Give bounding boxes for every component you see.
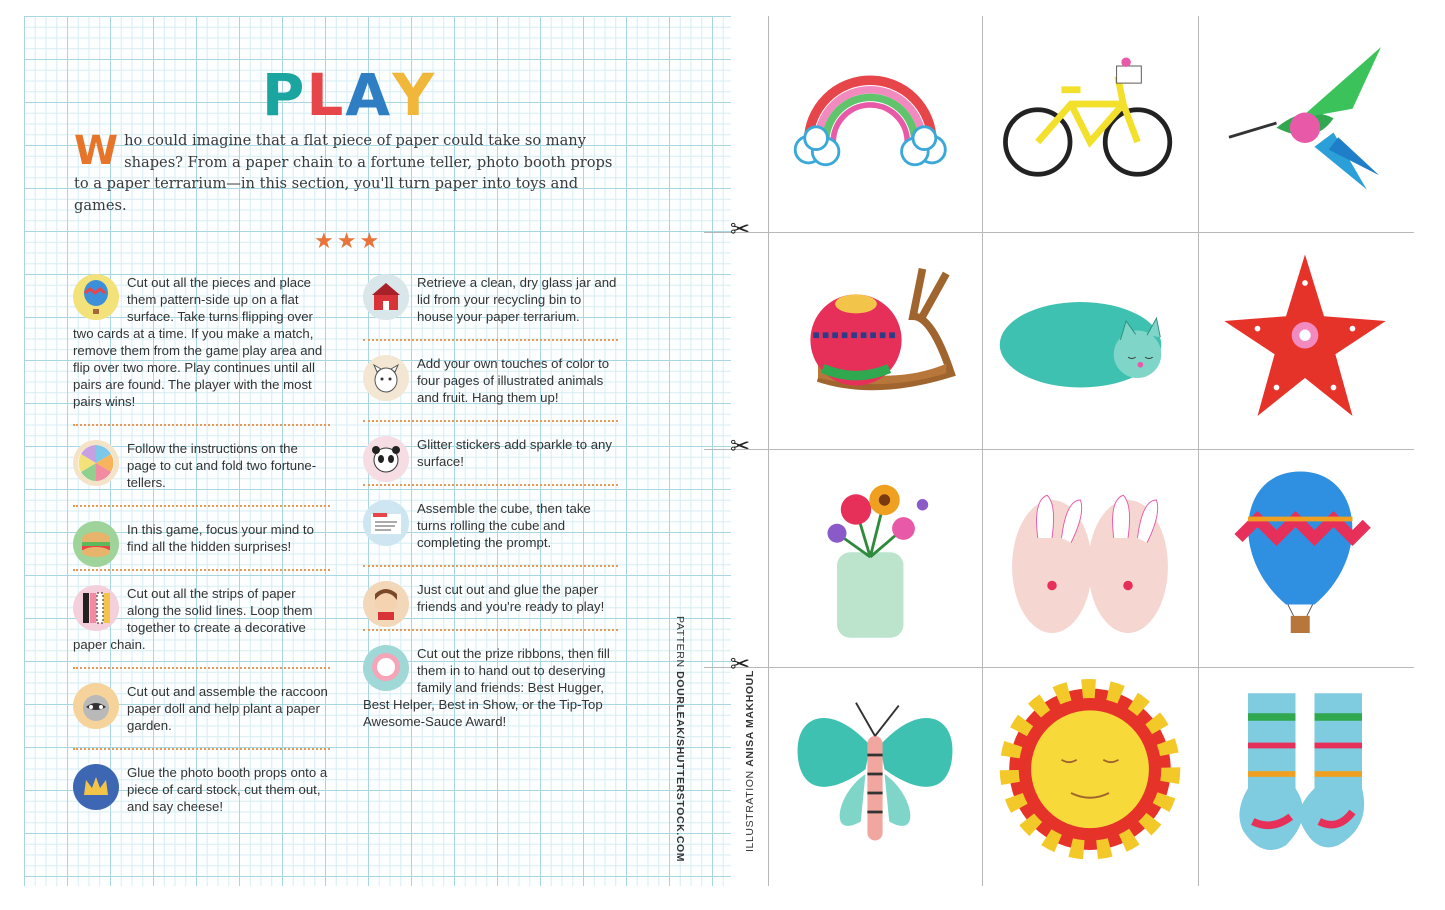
crown-icon [73, 764, 119, 810]
activity-description: Follow the instructions on the page to cut and fold two fortune-tellers. [127, 441, 317, 490]
memory-card [983, 16, 1197, 232]
rainbow-icon [780, 28, 970, 218]
activity-item [73, 440, 330, 507]
starfish-icon [1210, 245, 1400, 435]
activity-item [73, 764, 330, 829]
stars-divider: ★★★ [314, 228, 383, 253]
memory-card [1198, 450, 1412, 666]
memory-card [1198, 667, 1412, 883]
paper-friend-icon [363, 581, 409, 627]
scissors-icon: ✂ [730, 216, 751, 243]
raccoon-icon [73, 683, 119, 729]
activity-description: Retrieve a clean, dry glass jar and lid from your recycling bin to house your paper terrarium. [417, 275, 617, 324]
activity-description: Cut out all the strips of paper along the solid lines. Loop them together to create a decorative paper chain. [73, 586, 313, 652]
scissors-icon: ✂ [730, 651, 751, 678]
activity-column-left [73, 274, 330, 843]
memory-card [1198, 233, 1412, 449]
sandwich-icon [73, 521, 119, 567]
memory-card [768, 450, 982, 666]
sun-face-icon [995, 679, 1185, 869]
activity-item [73, 585, 330, 669]
memory-card [983, 450, 1197, 666]
illustration-credit: ILLUSTRATION ANISA MAKHOUL [744, 670, 756, 852]
activity-item [73, 274, 330, 426]
animal-sketch-icon [363, 355, 409, 401]
fortune-teller-icon [73, 440, 119, 486]
activity-item [363, 355, 618, 422]
hummingbird-icon [1210, 28, 1400, 218]
memory-card [983, 233, 1197, 449]
memory-card [768, 16, 982, 232]
memory-card [1198, 16, 1412, 232]
memory-card [983, 667, 1197, 883]
activity-item [73, 521, 330, 571]
butterfly-icon [780, 679, 970, 869]
hot-air-balloon-icon [73, 274, 119, 320]
activity-description: Cut out all the pieces and place them pattern-side up on a flat surface. Take turns flipping over two cards at a time. If you make a match, remove them from the game play area and flip over two more. Play continues until all pairs are found. The player with the most pairs wins! [73, 275, 323, 409]
memory-card [768, 667, 982, 883]
activity-description: Glue the photo booth props onto a piece of card stock, cut them out, and say cheese! [127, 765, 328, 814]
activity-item [363, 500, 618, 567]
page-title [24, 61, 674, 129]
socks-icon [1210, 679, 1400, 869]
intro-text: ho could imagine that a flat piece of paper could take so many shapes? From a paper chain to a fortune teller, photo booth props to a paper terrarium—in this section, you'll turn paper into toys and games. [74, 132, 613, 214]
house-icon [363, 274, 409, 320]
panda-icon [363, 436, 409, 482]
flower-jar-icon [780, 462, 970, 652]
pattern-credit: PATTERN DOURLEAK/SHUTTERSTOCK.COM [674, 616, 686, 863]
hot-air-balloon-icon [1210, 462, 1400, 652]
scissors-icon: ✂ [730, 433, 751, 460]
paper-chain-icon [73, 585, 119, 631]
snail-icon [780, 245, 970, 435]
bicycle-icon [995, 28, 1185, 218]
activity-item [363, 436, 618, 486]
title-letter: A [345, 61, 393, 129]
title-letter: L [306, 61, 346, 129]
cube-icon [363, 500, 409, 546]
memory-card [768, 233, 982, 449]
activity-column-right [363, 274, 618, 758]
activity-description: Assemble the cube, then take turns rolling the cube and completing the prompt. [417, 501, 591, 550]
activity-item [73, 683, 330, 750]
drop-cap: W [74, 128, 119, 174]
bunny-slippers-icon [995, 462, 1185, 652]
activity-item [363, 581, 618, 631]
sleeping-cat-icon [995, 245, 1185, 435]
activity-description: Add your own touches of color to four pages of illustrated animals and fruit. Hang them up! [417, 356, 610, 405]
intro-paragraph [74, 130, 614, 216]
activity-description: In this game, focus your mind to find all the hidden surprises! [127, 522, 314, 554]
activity-item [363, 645, 618, 744]
title-letter: Y [392, 61, 437, 129]
title-letter: P [261, 61, 307, 129]
activity-item [363, 274, 618, 341]
activity-description: Cut out and assemble the raccoon paper doll and help plant a paper garden. [127, 684, 328, 733]
left-page [24, 16, 731, 886]
activity-description: Just cut out and glue the paper friends and you're ready to play! [417, 582, 605, 614]
activity-description: Glitter stickers add sparkle to any surface! [417, 437, 612, 469]
prize-ribbon-icon [363, 645, 409, 691]
activity-description: Cut out the prize ribbons, then fill them in to hand out to deserving family and friends: Best Hugger, Best Helper, Best in Show, or the Tip-Top Awesome-Sauce Award! [363, 646, 610, 729]
